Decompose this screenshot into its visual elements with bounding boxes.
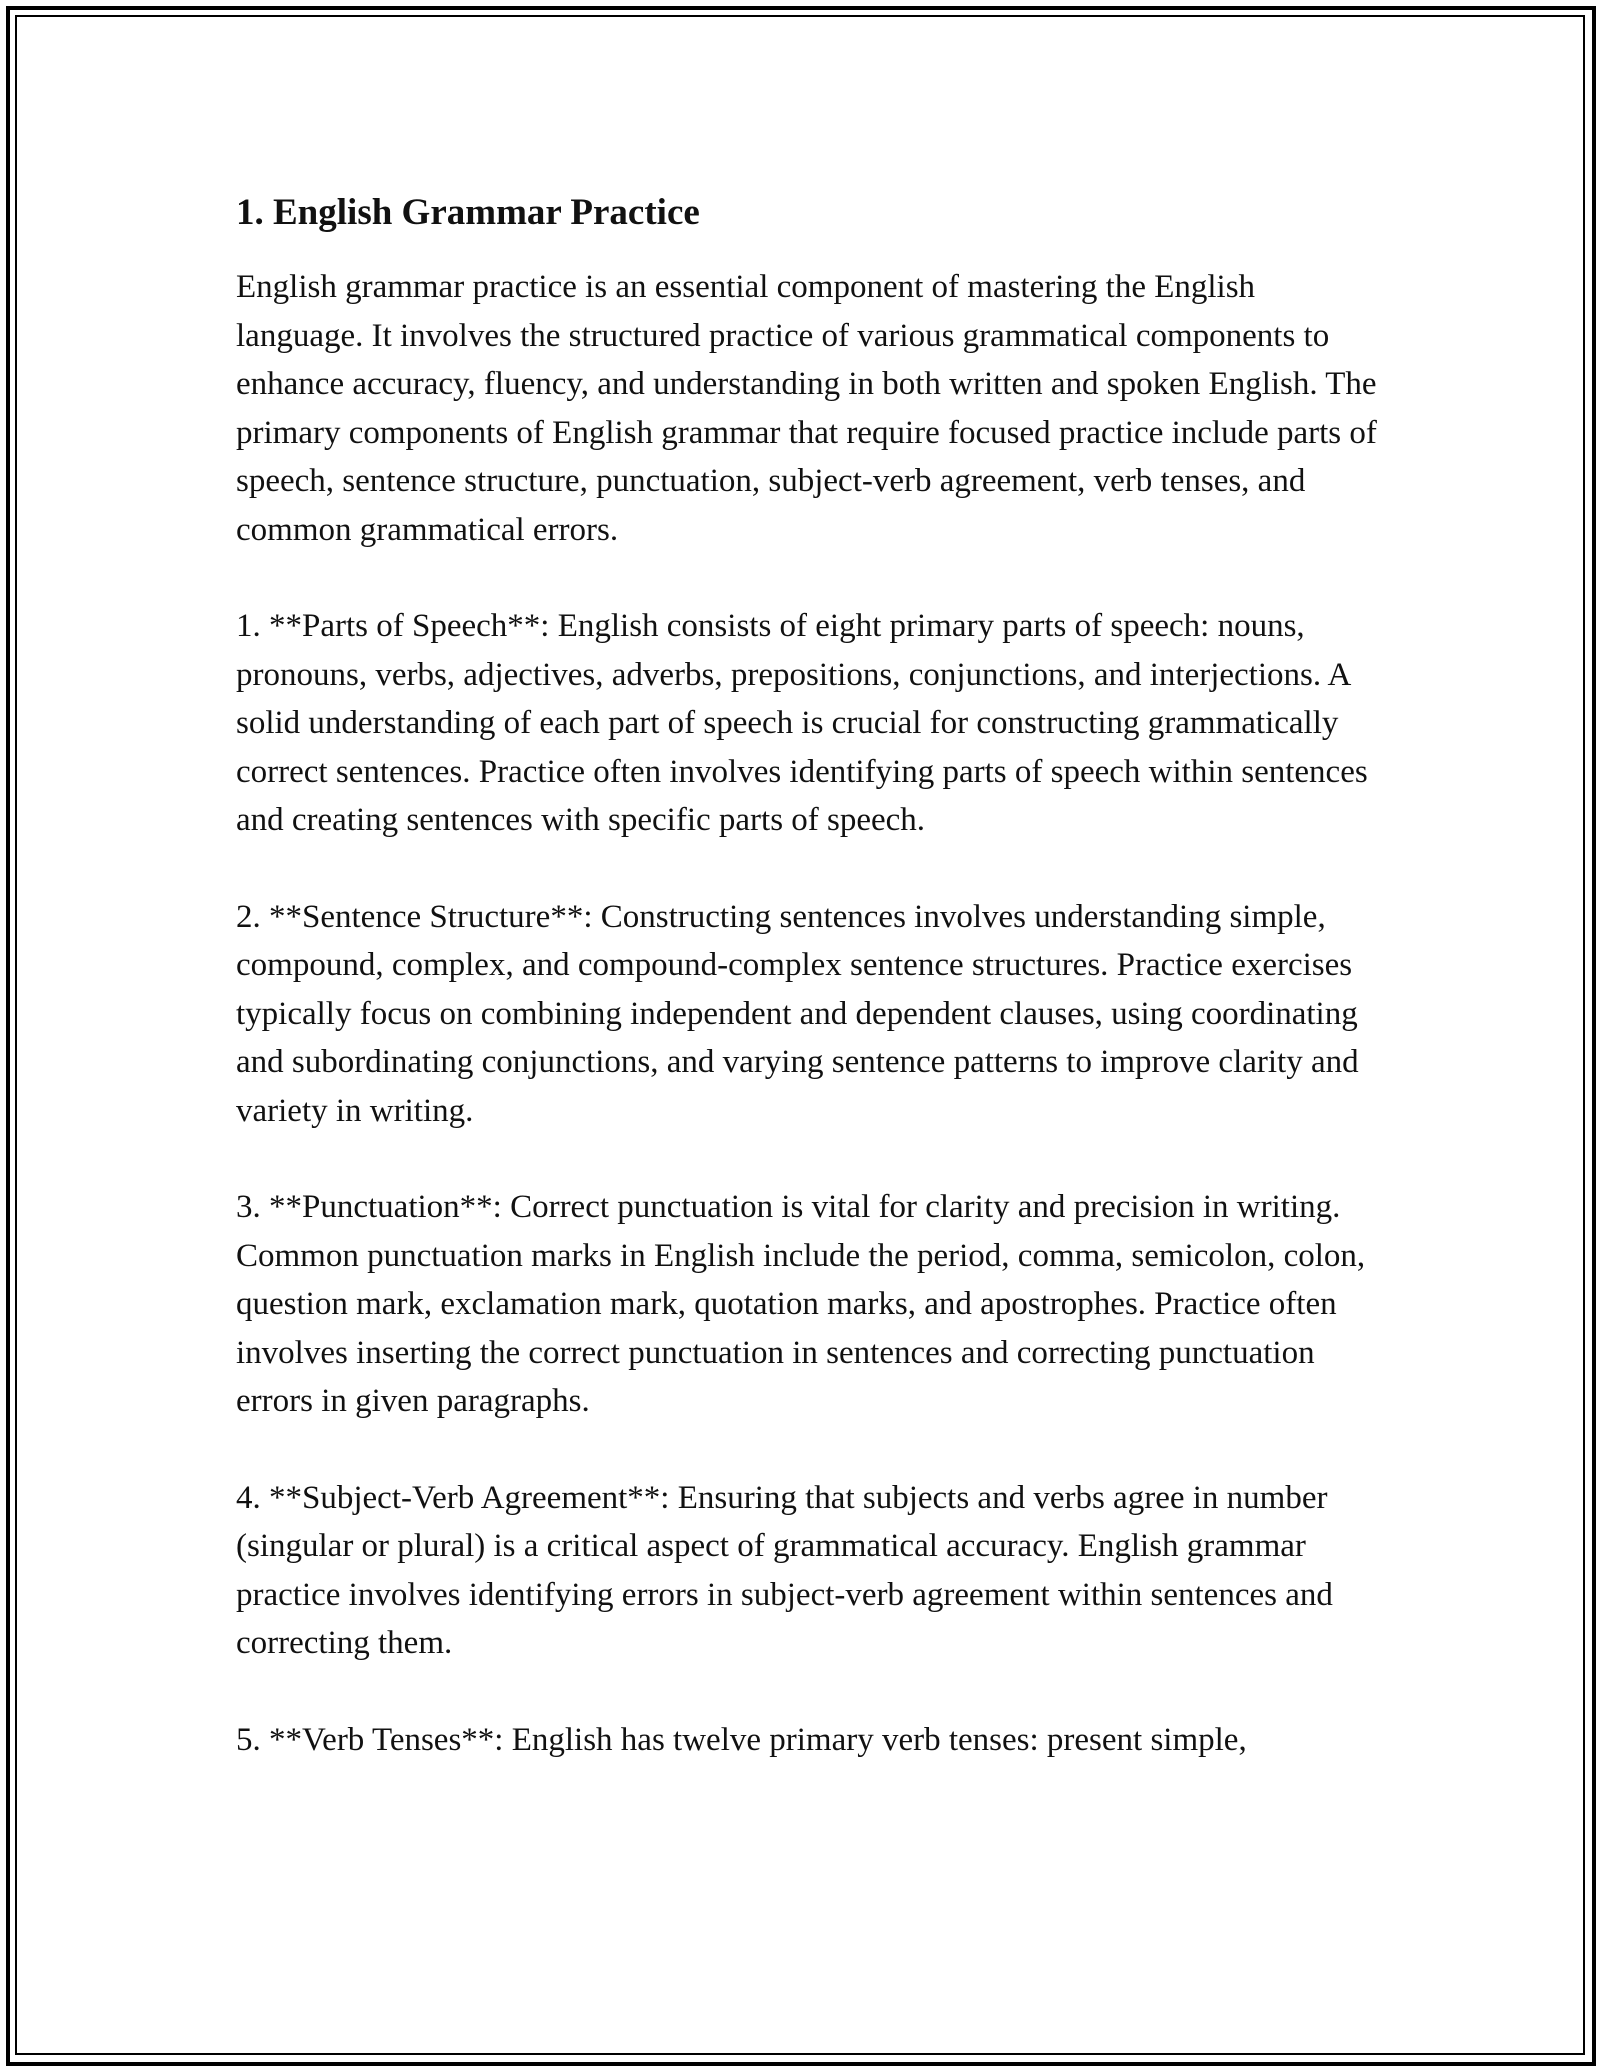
subject-verb-agreement-paragraph: 4. **Subject-Verb Agreement**: Ensuring that subjects and verbs agree in number (singular or plural) is a critical aspect of grammatical accuracy. English grammar practice involves identifying errors in subject-verb agreement within sentences and correcting them. bbox=[236, 1479, 1333, 1661]
sentence-structure-paragraph: 2. **Sentence Structure**: Constructing sentences involves understanding simple, compound, complex, and compound-complex sentence structures. Practice exercises typically focus on combining independent and dependent clauses, using coordinating and subordinating conjunctions, and varying sentence patterns to improve clarity and variety in writing. bbox=[236, 898, 1359, 1129]
document-body bbox=[236, 185, 1386, 1812]
parts-of-speech-paragraph: 1. **Parts of Speech**: English consists of eight primary parts of speech: nouns, pronouns, verbs, adjectives, adverbs, prepositions, conjunctions, and interjections. A solid understanding of each part of speech is crucial for constructing grammatically correct sentences. Practice often involves identifying parts of speech within sentences and creating sentences with specific parts of speech. bbox=[236, 608, 1368, 838]
verb-tenses-paragraph: 5. **Verb Tenses**: English has twelve primary verb tenses: present simple, bbox=[236, 1721, 1247, 1758]
intro-paragraph: English grammar practice is an essential component of mastering the English language. It involves the structured practice of various grammatical components to enhance accuracy, fluency, and understanding in both written and spoken English. The primary components of English grammar that require focused practice include parts of speech, sentence structure, punctuation, subject-verb agreement, verb tenses, and common grammatical errors. bbox=[236, 269, 1377, 548]
section-heading: 1. English Grammar Practice bbox=[236, 192, 700, 233]
punctuation-paragraph: 3. **Punctuation**: Correct punctuation is vital for clarity and precision in writing. Common punctuation marks in English include the period, comma, semicolon, colon, question mark, exclamation mark, quotation marks, and apostrophes. Practice often involves inserting the correct punctuation in sentences and correcting punctuation errors in given paragraphs. bbox=[236, 1189, 1366, 1419]
